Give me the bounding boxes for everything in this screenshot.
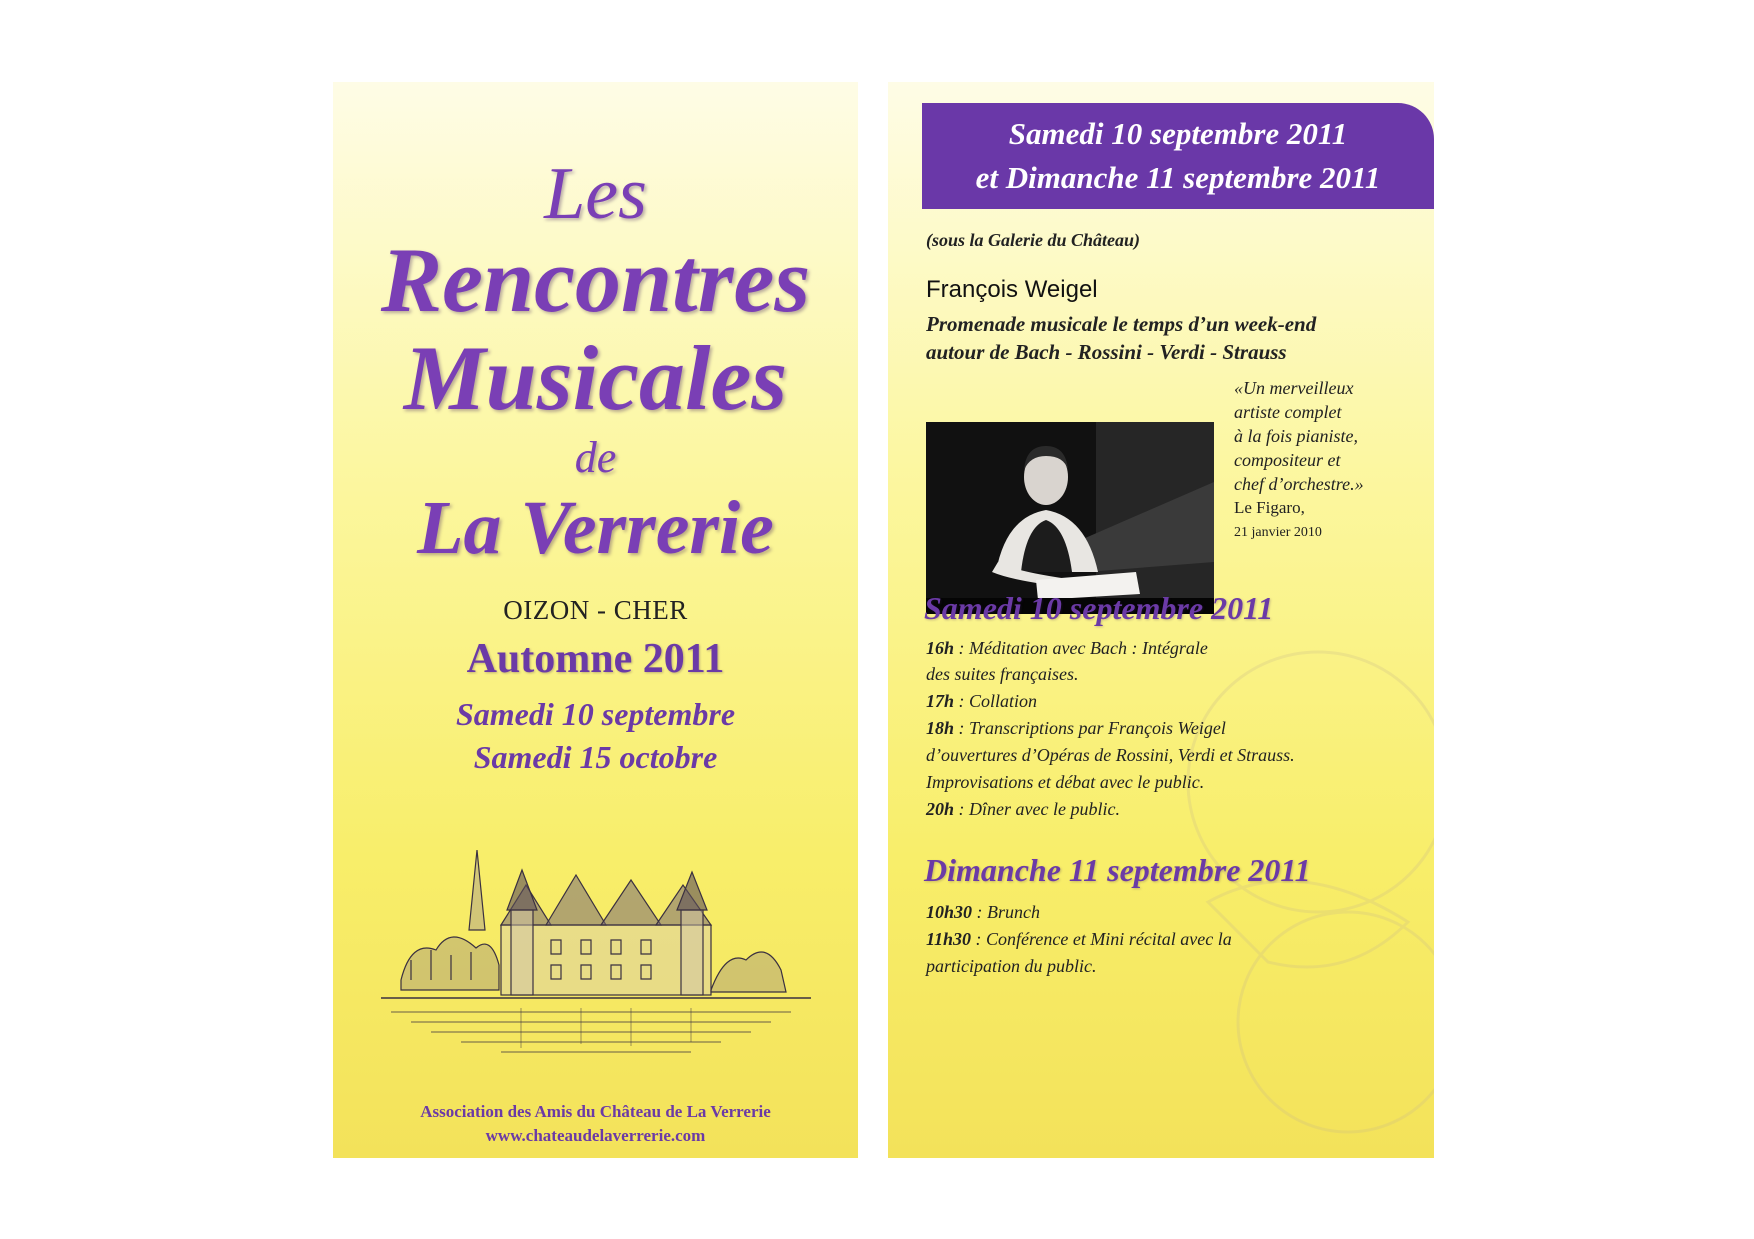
quote-source: Le Figaro, bbox=[1234, 498, 1305, 517]
title-musicales: Musicales bbox=[403, 327, 788, 429]
sunday-heading: Dimanche 11 septembre 2011 bbox=[924, 852, 1311, 888]
website-link[interactable]: www.chateaudelaverrerie.com bbox=[485, 1126, 706, 1145]
quote-line-4: compositeur et bbox=[1234, 450, 1341, 470]
program-title-line-2: autour de Bach - Rossini - Verdi - Strauss bbox=[926, 340, 1287, 364]
association-name: Association des Amis du Château de La Verrerie bbox=[420, 1102, 771, 1121]
artist-name: François Weigel bbox=[926, 276, 1098, 303]
schedule-item: 20h : Dîner avec le public. bbox=[926, 799, 1120, 819]
banner-line-1: Samedi 10 septembre 2011 bbox=[1008, 116, 1348, 151]
quote-date: 21 janvier 2010 bbox=[1234, 525, 1322, 540]
event-date-2: Samedi 15 octobre bbox=[473, 739, 718, 775]
flyer-program-panel bbox=[888, 82, 1434, 1158]
date-banner bbox=[922, 103, 1434, 209]
schedule-item: des suites françaises. bbox=[926, 664, 1079, 684]
location-label: OIZON - CHER bbox=[503, 595, 688, 625]
title-les: Les bbox=[544, 153, 647, 235]
schedule-item: 17h : Collation bbox=[926, 691, 1038, 711]
chateau-sketch-illustration bbox=[381, 830, 811, 1070]
schedule-item: 10h30 : Brunch bbox=[926, 902, 1040, 922]
event-date-1: Samedi 10 septembre bbox=[455, 696, 736, 732]
title-rencontres: Rencontres bbox=[380, 229, 811, 331]
venue-note: (sous la Galerie du Château) bbox=[926, 230, 1141, 250]
quote-line-2: artiste complet bbox=[1234, 402, 1342, 422]
schedule-item: participation du public. bbox=[926, 956, 1097, 976]
flyer-front-panel bbox=[333, 82, 858, 1158]
saturday-heading: Samedi 10 septembre 2011 bbox=[924, 590, 1274, 626]
artist-photo bbox=[926, 422, 1214, 614]
schedule-item: d’ouvertures d’Opéras de Rossini, Verdi et Strauss. bbox=[926, 745, 1295, 765]
title-de: de bbox=[574, 433, 617, 482]
banner-line-2: et Dimanche 11 septembre 2011 bbox=[975, 160, 1381, 195]
quote-line-5: chef d’orchestre.» bbox=[1234, 474, 1364, 494]
title-la-verrerie: La Verrerie bbox=[417, 486, 774, 570]
quote-line-3: à la fois pianiste, bbox=[1234, 426, 1359, 446]
schedule-item: 18h : Transcriptions par François Weigel bbox=[926, 718, 1226, 738]
program-title-line-1: Promenade musicale le temps d’un week-end bbox=[926, 312, 1317, 336]
schedule-item: Improvisations et débat avec le public. bbox=[926, 772, 1205, 792]
quote-line-1: «Un merveilleux bbox=[1234, 378, 1354, 398]
schedule-item: 11h30 : Conférence et Mini récital avec la bbox=[926, 929, 1232, 949]
season-label: Automne 2011 bbox=[466, 636, 725, 682]
schedule-item: 16h : Méditation avec Bach : Intégrale bbox=[926, 638, 1208, 658]
